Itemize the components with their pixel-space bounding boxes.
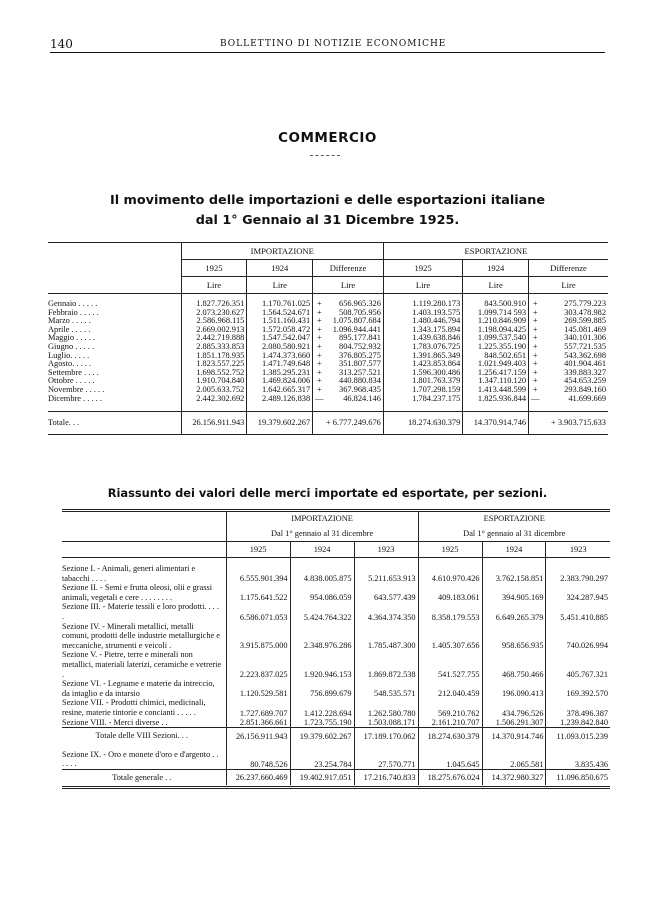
- table-cell: 1.175.641.522: [226, 583, 290, 602]
- header-rule: [50, 52, 605, 53]
- export-group-header: ESPORTAZIONE: [383, 243, 608, 260]
- table-cell: 1.869.872.538: [354, 650, 418, 679]
- section-label: Sezione I. - Animali, generi alimentari e tabacchi . . . .: [62, 564, 196, 583]
- sections-trade-table: [62, 511, 610, 785]
- table-cell: 1.801.763.379: [383, 377, 462, 386]
- table-cell: 1.405.307.656: [418, 622, 482, 651]
- table-cell: 18.275.676.024: [418, 769, 482, 785]
- table-cell: 2.442.719.888: [181, 334, 247, 343]
- total-import-1925: 26.156.911.943: [181, 412, 247, 435]
- table-cell: 1.723.755.190: [290, 718, 354, 728]
- table-cell: 269.599.885: [564, 316, 606, 326]
- table-cell: 1.572.058.472: [247, 326, 313, 335]
- table-cell: 569.210.762: [418, 698, 482, 717]
- table-cell: 1.506.291.307: [482, 718, 546, 728]
- month-label: Gennaio . . . . .: [48, 299, 98, 308]
- table-cell: 14.372.980.327: [482, 769, 546, 785]
- page-number: 140: [50, 37, 73, 51]
- table-cell: 26.156.911.943: [226, 728, 290, 744]
- table-cell: 1.262.580.780: [354, 698, 418, 717]
- table-row: [48, 395, 608, 412]
- unit-label: Lire: [313, 277, 384, 294]
- table-cell: 1.120.529.581: [226, 679, 290, 698]
- table-row: [62, 718, 610, 728]
- total-label: Totale. . .: [48, 412, 181, 435]
- table-cell: 212.040.459: [418, 679, 482, 698]
- table-cell: 434.796.526: [482, 698, 546, 717]
- table-row: [48, 294, 608, 309]
- table-row: [62, 698, 610, 717]
- table-cell: +: [313, 326, 326, 335]
- month-label: Dicembre . . . . .: [48, 393, 102, 403]
- section-title: COMMERCIO: [278, 130, 377, 146]
- table-cell: +: [529, 369, 542, 378]
- table-cell: 275.779.223: [564, 299, 606, 308]
- table-cell: 378.496.387: [546, 698, 610, 717]
- year-header: 1925: [418, 542, 482, 558]
- table-cell: 2.885.333.853: [181, 343, 247, 352]
- month-label: Novembre . . . . .: [48, 384, 105, 394]
- table-cell: 643.577.439: [354, 583, 418, 602]
- table-cell: 339.883.327: [564, 367, 606, 377]
- table-cell: 1.413.448.599: [463, 386, 529, 395]
- table-cell: +: [313, 317, 326, 326]
- table-cell: 1.910.704.840: [181, 377, 247, 386]
- table-cell: 6.586.071.053: [226, 602, 290, 621]
- table-cell: 1.021.949.403: [463, 360, 529, 369]
- table-cell: 2.669.002.913: [181, 326, 247, 335]
- col-diff-export: Differenze: [529, 260, 608, 277]
- table-cell: 1.827.726.351: [181, 294, 247, 309]
- table-cell: 468.750.466: [482, 650, 546, 679]
- table-cell: 1.343.175.894: [383, 326, 462, 335]
- table-cell: 6.555.901.394: [226, 564, 290, 583]
- table-cell: 1.119.280.173: [383, 294, 462, 309]
- table-cell: 740.026.994: [546, 622, 610, 651]
- section-label: Sezione III. - Materie tessili e loro prodotti. . . . .: [62, 602, 219, 621]
- table-cell: 1.075.807.684: [332, 316, 381, 326]
- table-cell: 2.489.126.838: [247, 395, 313, 412]
- table-cell: 1.825.936.844: [463, 395, 529, 412]
- table-cell: 313.257.521: [339, 367, 381, 377]
- table-cell: 1.347.110.120: [463, 377, 529, 386]
- table-cell: 1.783.076.725: [383, 343, 462, 352]
- table-cell: 324.287.945: [546, 583, 610, 602]
- table-cell: 2.161.210.707: [418, 718, 482, 728]
- table-cell: +: [529, 294, 542, 309]
- table-cell: 1.707.298.159: [383, 386, 462, 395]
- year-header: 1924: [290, 542, 354, 558]
- table-cell: 1.727.689.707: [226, 698, 290, 717]
- table-cell: 4.838.005.875: [290, 564, 354, 583]
- col-1924-import: 1924: [247, 260, 313, 277]
- table-cell: +: [313, 343, 326, 352]
- section-label: Sezione VII. - Prodotti chimici, medicinali, resine, materie tintorie e concianti . . . . .: [62, 698, 206, 717]
- table-cell: 409.183.061: [418, 583, 482, 602]
- table-cell: 1.480.446.794: [383, 317, 462, 326]
- running-header: BOLLETTINO DI NOTIZIE ECONOMICHE: [220, 39, 447, 49]
- table-cell: 196.090.413: [482, 679, 546, 698]
- table-cell: —: [529, 395, 542, 412]
- table-cell: 1.511.160.431: [247, 317, 313, 326]
- table-cell: 3.762.158.851: [482, 564, 546, 583]
- table-cell: 2.065.581: [482, 750, 546, 770]
- table-cell: +: [313, 386, 326, 395]
- table-cell: 454.653.259: [564, 376, 606, 386]
- year-header: 1923: [354, 542, 418, 558]
- table-cell: 293.849.160: [564, 384, 606, 394]
- table-cell: 804.752.932: [339, 341, 381, 351]
- table-cell: 1.210.846.909: [463, 317, 529, 326]
- table-cell: 1.385.295.231: [247, 369, 313, 378]
- table-cell: 5.211.653.913: [354, 564, 418, 583]
- table1-title-line2: dal 1° Gennaio al 31 Dicembre 1925.: [195, 213, 460, 228]
- table-cell: 5.424.764.322: [290, 602, 354, 621]
- total-viii-label: Totale delle VIII Sezioni. . .: [62, 728, 226, 744]
- table-cell: 1.698.552.752: [181, 369, 247, 378]
- table-cell: 2.851.366.661: [226, 718, 290, 728]
- table-cell: 543.362.698: [564, 350, 606, 360]
- table-cell: 1.239.842.840: [546, 718, 610, 728]
- table-cell: 1.920.946.153: [290, 650, 354, 679]
- month-label: Agosto. . . . .: [48, 359, 92, 369]
- table-cell: 367.968.435: [339, 384, 381, 394]
- table-cell: 1.547.542.047: [247, 334, 313, 343]
- col-1925-export: 1925: [383, 260, 462, 277]
- table-cell: 958.656.935: [482, 622, 546, 651]
- monthly-trade-table: [48, 242, 608, 435]
- table-cell: 1.391.865.349: [383, 352, 462, 361]
- table-cell: 6.649.265.379: [482, 602, 546, 621]
- table-cell: 1.045.645: [418, 750, 482, 770]
- table-cell: 2.348.976.286: [290, 622, 354, 651]
- table-cell: 1.439.638.846: [383, 334, 462, 343]
- table-cell: 2.005.633.752: [181, 386, 247, 395]
- import-group-header: IMPORTAZIONE: [226, 511, 418, 526]
- total-export-1924: 14.370.914.746: [463, 412, 529, 435]
- table-cell: +: [313, 377, 326, 386]
- table-cell: +: [313, 369, 326, 378]
- year-header: 1923: [546, 542, 610, 558]
- table-cell: +: [313, 352, 326, 361]
- table-cell: 169.392.570: [546, 679, 610, 698]
- table-row: [62, 583, 610, 602]
- section-label: Sezione VI. - Legname e materie da intreccio, da intaglio e da intarsio: [62, 679, 215, 698]
- table-cell: 1.564.524.671: [247, 309, 313, 318]
- table-row: [62, 622, 610, 651]
- month-label: Marzo . . . . .: [48, 316, 91, 326]
- table-cell: +: [529, 309, 542, 318]
- table-cell: 1.503.088.171: [354, 718, 418, 728]
- table-cell: 80.748.526: [226, 750, 290, 770]
- month-label: Febbraio . . . . .: [48, 307, 99, 317]
- table-cell: 1.412.228.694: [290, 698, 354, 717]
- table-cell: 340.101.306: [564, 333, 606, 343]
- table-cell: 18.274.630.379: [418, 728, 482, 744]
- table-cell: 3.915.875.000: [226, 622, 290, 651]
- table-cell: 843.500.910: [463, 294, 529, 309]
- table-cell: 1.099.714 593: [463, 309, 529, 318]
- table-cell: 2.586.968.115: [181, 317, 247, 326]
- table-cell: 656.965.326: [339, 299, 381, 308]
- table2-title: Riassunto dei valori delle merci importate ed esportate, per sezioni.: [107, 486, 548, 500]
- month-label: Aprile . . . . .: [48, 324, 91, 334]
- unit-label: Lire: [463, 277, 529, 294]
- table-cell: 17.216.740.833: [354, 769, 418, 785]
- section-label: Sezione V. - Pietre, terre e minerali non metallici, materiali laterizi, ceramiche e vetrerie .: [62, 650, 222, 679]
- table-cell: +: [529, 334, 542, 343]
- table-cell: 1.471.749.648: [247, 360, 313, 369]
- table-cell: 14.370.914.746: [482, 728, 546, 744]
- table-cell: 1.225.355.190: [463, 343, 529, 352]
- table-cell: 351.807.577: [339, 359, 381, 369]
- col-diff-import: Differenze: [313, 260, 384, 277]
- total-export-diff: + 3.903.715.633: [529, 412, 608, 435]
- table-row: [62, 679, 610, 698]
- export-period: Dal 1° gennaio al 31 dicembre: [418, 526, 610, 542]
- unit-label: Lire: [383, 277, 462, 294]
- table-cell: 17.189.170.062: [354, 728, 418, 744]
- table-cell: 508.705.956: [339, 307, 381, 317]
- table-cell: 557.721.535: [564, 341, 606, 351]
- section-label: Sezione VIII. - Merci diverse . .: [62, 717, 168, 727]
- month-label: Maggio . . . . .: [48, 333, 95, 343]
- table-cell: 1.474.373.660: [247, 352, 313, 361]
- table-cell: +: [529, 352, 542, 361]
- table-row: [62, 564, 610, 583]
- table-cell: +: [313, 294, 326, 309]
- month-label: Giugno . . . . .: [48, 341, 95, 351]
- import-group-header: IMPORTAZIONE: [181, 243, 383, 260]
- table-cell: 11.093.015.239: [546, 728, 610, 744]
- table2-bottom-rule: [62, 786, 610, 789]
- table-cell: 27.570.771: [354, 750, 418, 770]
- import-period: Dal 1° gennaio al 31 dicembre: [226, 526, 418, 542]
- table-cell: 4.364.374.350: [354, 602, 418, 621]
- table-cell: 1.198.094.425: [463, 326, 529, 335]
- year-header: 1925: [226, 542, 290, 558]
- table-cell: 848.502.651: [463, 352, 529, 361]
- table-cell: 3.835.436: [546, 750, 610, 770]
- table-cell: 541.527.755: [418, 650, 482, 679]
- row-ix-label: Sezione IX. - Oro e monete d'oro e d'argento . . . . . .: [62, 749, 219, 769]
- total-import-1924: 19.379.602.267: [247, 412, 313, 435]
- unit-label: Lire: [181, 277, 247, 294]
- table-cell: +: [529, 343, 542, 352]
- table-cell: +: [313, 334, 326, 343]
- col-1925-import: 1925: [181, 260, 247, 277]
- unit-label: Lire: [529, 277, 608, 294]
- table-cell: 1.785.487.300: [354, 622, 418, 651]
- table-cell: 376.805.275: [339, 350, 381, 360]
- table-cell: 401.904.461: [564, 359, 606, 369]
- table-cell: 2.073.230.627: [181, 309, 247, 318]
- table-cell: +: [529, 377, 542, 386]
- table-cell: 5.451.410.885: [546, 602, 610, 621]
- table-cell: +: [529, 386, 542, 395]
- table-cell: 1.256.417.159: [463, 369, 529, 378]
- table-cell: 1.403.193.575: [383, 309, 462, 318]
- month-label: Settembre . . . .: [48, 367, 99, 377]
- table-cell: 41.699.669: [568, 393, 606, 403]
- table-cell: 19.402.917.051: [290, 769, 354, 785]
- table-row: [62, 602, 610, 621]
- table-cell: 2.383.790.297: [546, 564, 610, 583]
- table-cell: 2.080.580.921: [247, 343, 313, 352]
- table-cell: 1.170.761.025: [247, 294, 313, 309]
- table-cell: 1.469.824.006: [247, 377, 313, 386]
- table-cell: +: [529, 360, 542, 369]
- table-cell: 1.823.557.225: [181, 360, 247, 369]
- section-label: Sezione II. - Semi e frutta oleosi, olii e grassi animali, vegetali e cere . . . . . . . .: [62, 583, 212, 602]
- table-cell: 23.254.784: [290, 750, 354, 770]
- table-cell: 8.358.179.553: [418, 602, 482, 621]
- unit-label: Lire: [247, 277, 313, 294]
- table-cell: 19.379.602.267: [290, 728, 354, 744]
- table-cell: 1.099.537.540: [463, 334, 529, 343]
- table-cell: 2.223.837.025: [226, 650, 290, 679]
- table-cell: 46.824.146: [343, 393, 381, 403]
- table-cell: —: [313, 395, 326, 412]
- table-cell: 1.096.944.441: [332, 324, 381, 334]
- table-cell: 440.880.834: [339, 376, 381, 386]
- table-cell: 954.086.059: [290, 583, 354, 602]
- table-cell: 1.642.665.317: [247, 386, 313, 395]
- grand-total-label: Totale generale . .: [62, 769, 226, 785]
- table-cell: 145.081.469: [564, 324, 606, 334]
- table-cell: +: [313, 360, 326, 369]
- year-header: 1924: [482, 542, 546, 558]
- table-row: [62, 650, 610, 679]
- month-label: Luglio. . . . .: [48, 350, 90, 360]
- export-group-header: ESPORTAZIONE: [418, 511, 610, 526]
- table-cell: 2.442.302.692: [181, 395, 247, 412]
- table-cell: 1.784.237.175: [383, 395, 462, 412]
- table-cell: +: [529, 317, 542, 326]
- table-cell: 11.096.850.675: [546, 769, 610, 785]
- table-cell: 303.478.982: [564, 307, 606, 317]
- table-cell: 756.899.679: [290, 679, 354, 698]
- table-cell: 4.610.970.426: [418, 564, 482, 583]
- section-divider: [310, 155, 340, 156]
- table-cell: 26.237.660.469: [226, 769, 290, 785]
- table-cell: 1.851.178.935: [181, 352, 247, 361]
- table-cell: 405.767.321: [546, 650, 610, 679]
- table-cell: 1.596.300.486: [383, 369, 462, 378]
- table-cell: 548.535.571: [354, 679, 418, 698]
- table-cell: +: [313, 309, 326, 318]
- section-label: Sezione IV. - Minerali metallici, metalli comuni, prodotti delle industrie metallurgiche e meccaniche, strumenti e veicoli .: [62, 621, 220, 650]
- month-label: Ottobre . . . . .: [48, 376, 95, 386]
- table-cell: +: [529, 326, 542, 335]
- total-import-diff: + 6.777.249.676: [313, 412, 384, 435]
- table-cell: 1.423.853.864: [383, 360, 462, 369]
- table-cell: 394.905.169: [482, 583, 546, 602]
- col-1924-export: 1924: [463, 260, 529, 277]
- table-cell: 895.177.841: [339, 333, 381, 343]
- total-export-1925: 18.274.630.379: [383, 412, 462, 435]
- table1-title-line1: Il movimento delle importazioni e delle esportazioni italiane: [109, 193, 546, 208]
